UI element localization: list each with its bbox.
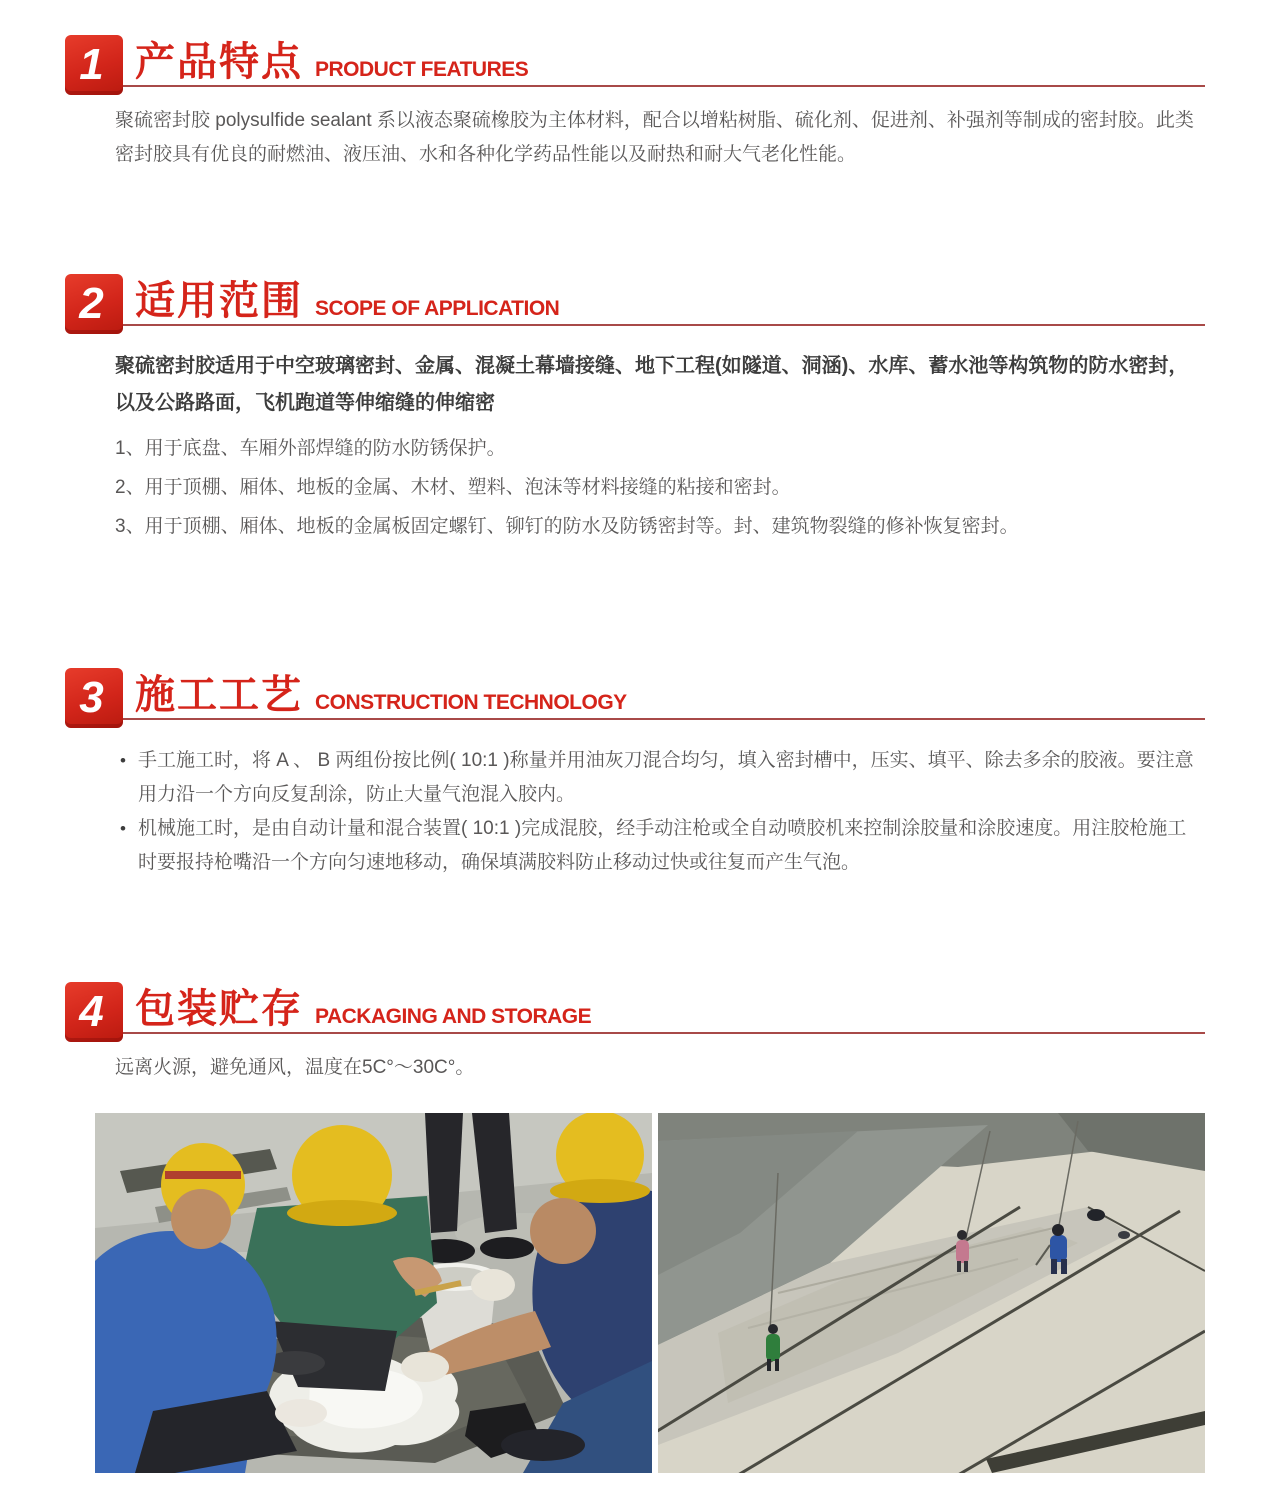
section-2-number-badge	[65, 274, 123, 334]
bullet-icon: •	[120, 751, 126, 770]
section-3-header	[65, 666, 1205, 720]
bullet-text: 机械施工时，是由自动计量和混合装置( 10:1 )完成混胶，经手动注枪或全自动喷胶机来控制涂胶量和涂胶速度。用注胶枪施工时要报持枪嘴沿一个方向匀速地移动，确保填满胶料防止移动过快或往复而产生气泡。	[138, 818, 1187, 873]
section-1-title-en: PRODUCT FEATURES	[315, 58, 529, 81]
section-3-title-cn: 施工工艺	[135, 673, 303, 717]
section-3-bullet-list	[120, 744, 1200, 880]
photo-workers-mixing-sealant	[95, 1113, 652, 1473]
photo-concrete-slope-illustration	[658, 1113, 1205, 1473]
section-4-header	[65, 980, 1205, 1034]
bullet-text: 手工施工时，将 A 、 B 两组份按比例( 10:1 )称量并用油灰刀混合均匀，填入密封槽中，压实、填平、除去多余的胶液。要注意用力沿一个方向反复刮涂，防止大量气泡混入胶内。	[138, 750, 1194, 805]
bullet-icon: •	[120, 819, 126, 838]
section-packaging-and-storage	[65, 980, 1205, 1085]
section-1-number-badge	[65, 35, 123, 95]
photo-workers-mixing-sealant-illustration	[95, 1113, 652, 1473]
list-item	[120, 812, 1200, 880]
section-4-title-en: PACKAGING AND STORAGE	[315, 1005, 592, 1028]
section-product-features	[65, 33, 1205, 172]
section-1-header	[65, 33, 1205, 87]
section-1-paragraph: 聚硫密封胶 polysulfide sealant 系以液态聚硫橡胶为主体材料，配合以增粘树脂、硫化剂、促进剂、补强剂等制成的密封胶。此类密封胶具有优良的耐燃油、液压油、水和各种化学药品性能以及耐热和耐大气老化性能。	[115, 110, 1194, 165]
section-2-number: 2	[79, 279, 104, 328]
section-1-title-cn: 产品特点	[135, 40, 303, 84]
section-3-number-badge	[65, 668, 123, 728]
section-construction-technology	[65, 666, 1205, 880]
section-scope-of-application	[65, 272, 1205, 542]
section-4-titles	[135, 989, 591, 1032]
section-4-paragraph: 远离火源，避免通风，温度在5C°～30C°。	[115, 1057, 475, 1078]
section-2-title-cn: 适用范围	[135, 279, 303, 323]
list-item: 1、用于底盘、车厢外部焊缝的防水防锈保护。	[115, 438, 506, 459]
section-2-lead-paragraph: 聚硫密封胶适用于中空玻璃密封、金属、混凝土幕墙接缝、地下工程(如隧道、洞涵)、水库、蓄水池等构筑物的防水密封，以及公路路面，飞机跑道等伸缩缝的伸缩密	[115, 355, 1189, 414]
list-item: 3、用于顶棚、厢体、地板的金属板固定螺钉、铆钉的防水及防锈密封等。封、建筑物裂缝的修补恢复密封。	[115, 516, 1019, 537]
section-4-title-cn: 包装贮存	[135, 987, 303, 1031]
photo-concrete-slope-workers	[658, 1113, 1205, 1473]
section-2-header	[65, 272, 1205, 326]
list-item	[120, 744, 1200, 812]
section-3-number: 3	[79, 673, 104, 722]
section-3-title-en: CONSTRUCTION TECHNOLOGY	[315, 691, 627, 714]
section-1-titles	[135, 42, 528, 85]
section-2-titles	[135, 281, 559, 324]
section-2-numbered-list	[115, 434, 1200, 542]
section-2-title-en: SCOPE OF APPLICATION	[315, 297, 560, 320]
photo-row	[95, 1113, 1280, 1473]
section-4-number: 4	[79, 987, 104, 1036]
section-4-number-badge	[65, 982, 123, 1042]
section-3-titles	[135, 675, 627, 718]
list-item: 2、用于顶棚、厢体、地板的金属、木材、塑料、泡沫等材料接缝的粘接和密封。	[115, 477, 791, 498]
worker-crouching-figure	[1087, 1209, 1105, 1221]
section-1-number: 1	[79, 40, 104, 89]
